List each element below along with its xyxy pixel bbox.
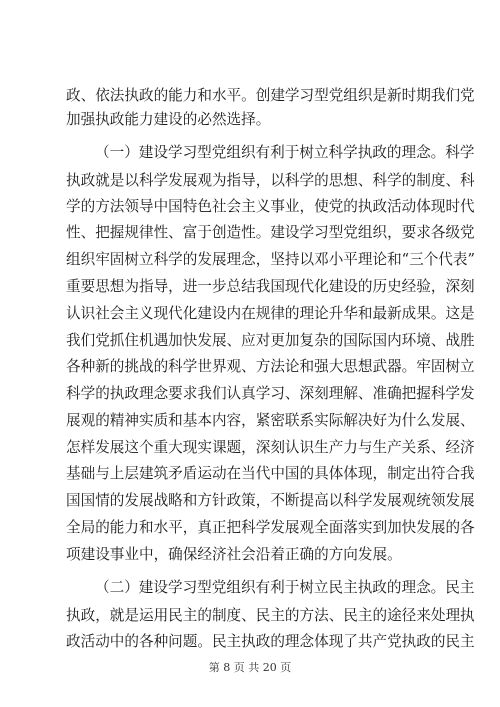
text-line: 重要思想为指导，进一步总结我国现代化建设的历史经验，深刻 bbox=[66, 278, 475, 295]
paragraph-start-line: （二）建设学习型党组织有利于树立民主执政的理念。民主 bbox=[95, 579, 475, 596]
text-line: 项建设事业中，确保经济社会沿着正确的方向发展。 bbox=[66, 546, 402, 563]
text-line: 我们党抓住机遇加快发展、应对更加复杂的国际国内环境、战胜 bbox=[66, 332, 475, 349]
text-line: 各种新的挑战的科学世界观、方法论和强大思想武器。牢固树立 bbox=[66, 358, 475, 375]
text-line: 基础与上层建筑矛盾运动在当代中国的具体体现，制定出符合我 bbox=[66, 465, 475, 482]
text-line: 认识社会主义现代化建设内在规律的理论升华和最新成果。这是 bbox=[66, 305, 475, 322]
text-line: 国国情的发展战略和方针政策，不断提高以科学发展观统领发展 bbox=[66, 492, 475, 509]
text-line: 加强执政能力建设的必然选择。 bbox=[66, 111, 271, 128]
text-line: 执政就是以科学发展观为指导，以科学的思想、科学的制度、科 bbox=[66, 172, 475, 189]
text-line: 执政，就是运用民主的制度、民主的方法、民主的途径来处理执 bbox=[66, 607, 475, 624]
text-line: 学的方法领导中国特色社会主义事业，使党的执政活动体现时代 bbox=[66, 198, 475, 215]
text-line: 政活动中的各种问题。民主执政的理念体现了共产党执政的民主 bbox=[66, 633, 475, 650]
text-line: 全局的能力和水平，真正把科学发展观全面落实到加快发展的各 bbox=[66, 519, 475, 536]
paragraph-start-line: （一）建设学习型党组织有利于树立科学执政的理念。科学 bbox=[95, 144, 475, 161]
text-line: 政、依法执政的能力和水平。创建学习型党组织是新时期我们党 bbox=[66, 87, 475, 104]
text-line: 展观的精神实质和基本内容，紧密联系实际解决好为什么发展、 bbox=[66, 412, 475, 429]
text-line: 组织牢固树立科学的发展理念，坚持以邓小平理论和“三个代表” bbox=[66, 251, 475, 268]
page-number-footer: 第 8 页 共 20 页 bbox=[208, 661, 292, 674]
text-line: 性、把握规律性、富于创造性。建设学习型党组织，要求各级党 bbox=[66, 224, 475, 241]
text-line: 怎样发展这个重大现实课题，深刻认识生产力与生产关系、经济 bbox=[66, 439, 475, 456]
text-line: 科学的执政理念要求我们认真学习、深刻理解、准确把握科学发 bbox=[66, 385, 475, 402]
